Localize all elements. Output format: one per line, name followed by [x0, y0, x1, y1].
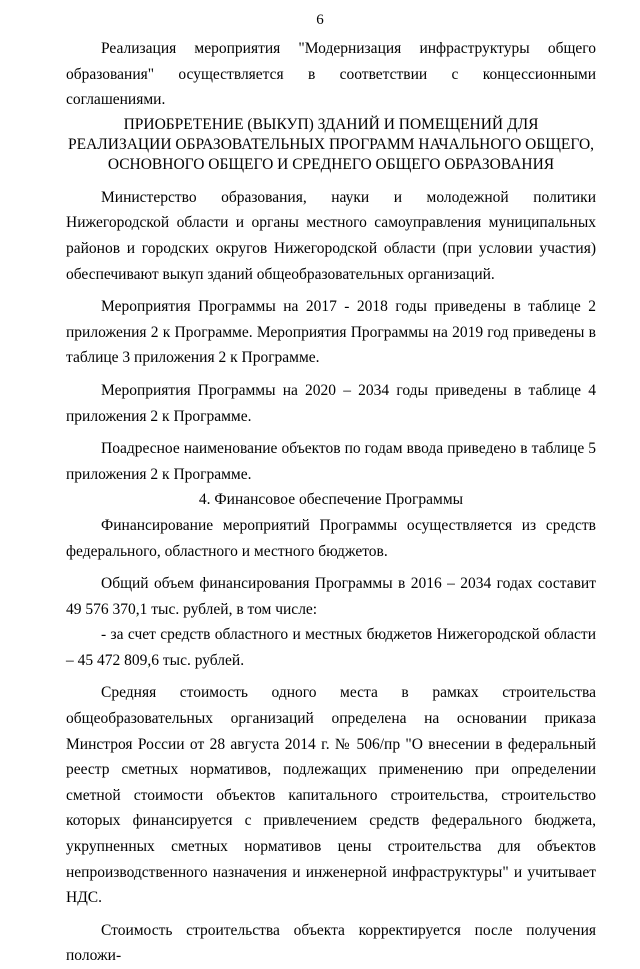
- paragraph: Мероприятия Программы на 2020 – 2034 годы приведены в таблице 4 приложения 2 к Программе.: [66, 381, 596, 425]
- paragraph: Министерство образования, науки и молодежной политики Нижегородской области и органы местного самоуправления муниципальных районов и городских округов Нижегородской области (при условии участия) обеспечивают выкуп зданий общеобразовательных организаций.: [66, 188, 596, 283]
- page-number: 6: [316, 12, 324, 28]
- section-heading: [66, 115, 596, 175]
- heading-line: ОСНОВНОГО ОБЩЕГО И СРЕДНЕГО ОБЩЕГО ОБРАЗОВАНИЯ: [107, 155, 555, 173]
- paragraph: Стоимость строительства объекта корректируется после получения положи-: [66, 921, 596, 965]
- paragraph: Средняя стоимость одного места в рамках строительства общеобразовательных организаций определена на основании приказа Минстроя России от 28 августа 2014 г. № 506/пр "О внесении в федеральный реестр сметных нормативов, подлежащих применению при определении сметной стоимости объектов капитального строительства, строительство которых финансируется с привлечением средств федерального бюджета, укрупненных сметных нормативов цены строительства для объектов непроизводственного назначения и инженерной инфраструктуры" и учитывает НДС.: [66, 684, 596, 907]
- heading-line: ПРИОБРЕТЕНИЕ (ВЫКУП) ЗДАНИЙ И ПОМЕЩЕНИЙ ДЛЯ: [123, 115, 539, 133]
- paragraph: Общий объем финансирования Программы в 2016 – 2034 годах составит 49 576 370,1 тыс. рублей, в том числе:: [66, 575, 596, 618]
- document-body: [66, 36, 596, 969]
- heading-line: РЕАЛИЗАЦИИ ОБРАЗОВАТЕЛЬНЫХ ПРОГРАММ НАЧАЛЬНОГО ОБЩЕГО,: [67, 135, 595, 153]
- paragraph: Финансирование мероприятий Программы осуществляется из средств федерального, областного и местного бюджетов.: [66, 516, 596, 560]
- paragraph: Мероприятия Программы на 2017 - 2018 годы приведены в таблице 2 приложения 2 к Программе. Мероприятия Программы на 2019 год приведены в таблице 3 приложения 2 к Программе.: [66, 298, 596, 367]
- section-title: 4. Финансовое обеспечение Программы: [198, 491, 464, 509]
- intro-paragraph: Реализация мероприятия "Модернизация инфраструктуры общего образования" осуществляется в соответствии с концессионными соглашениями.: [66, 40, 596, 109]
- paragraph: - за счет средств областного и местных бюджетов Нижегородской области – 45 472 809,6 тыс. рублей.: [66, 626, 596, 669]
- paragraph: Поадресное наименование объектов по годам ввода приведено в таблице 5 приложения 2 к Программе.: [66, 440, 596, 483]
